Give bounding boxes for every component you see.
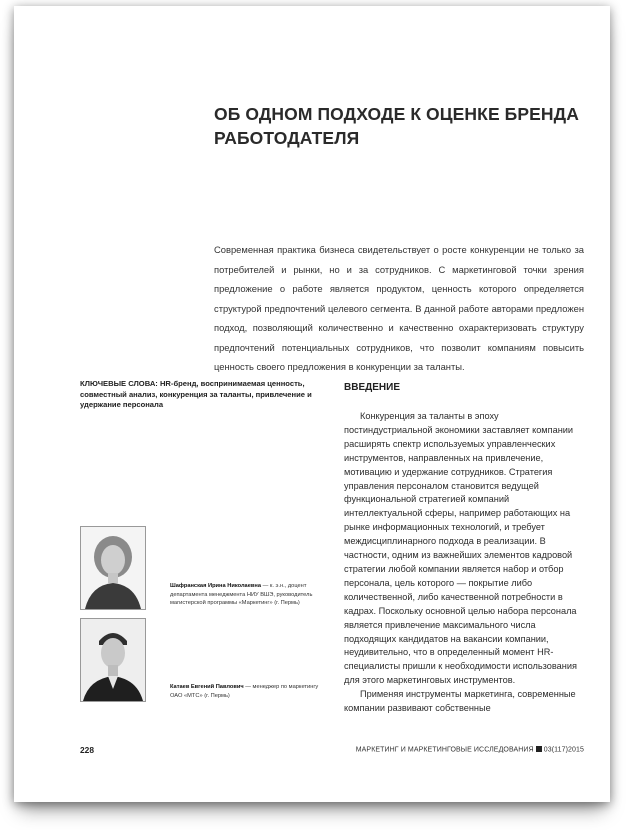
author-1-caption <box>170 582 320 608</box>
keywords: КЛЮЧЕВЫЕ СЛОВА: HR-бренд, воспринимаемая ценность, совместный анализ, конкуренция за таланты, привлечение и удержание персонала <box>80 379 312 409</box>
article-title: ОБ ОДНОМ ПОДХОДЕ К ОЦЕНКЕ БРЕНДА РАБОТОДАТЕЛЯ <box>214 104 579 148</box>
section-title: ВВЕДЕНИЕ <box>344 382 400 393</box>
author-photo-female <box>80 526 146 610</box>
abstract: Современная практика бизнеса свидетельствует о росте конкуренции не только за потребителей и рынки, но и за сотрудников. С маркетинговой точки зрения предложение о работе является продуктом, ценность которого определяется структурой предпочтений целевого сегмента. В данной работе авторами предложен подход, позволяющий количественно и качественно охарактеризовать структуру предпочтений потенциальных сотрудников, что позволит компаниям повысить ценность своего предложения в конкуренции за таланты. <box>214 244 584 372</box>
author-1-info: — к. э.н., доцент департамента менеджмента НИУ ВШЭ, руководитель магистерской программы «Маркетинг» (г. Пермь) <box>170 583 313 606</box>
body-text <box>344 410 588 716</box>
journal-name: МАРКЕТИНГ И МАРКЕТИНГОВЫЕ ИССЛЕДОВАНИЯ <box>355 746 534 754</box>
author-1-name: Шафранская Ирина Николаевна <box>170 583 261 589</box>
square-bullet-icon <box>536 746 542 752</box>
paragraph-1: Конкуренция за таланты в эпоху постиндустриальной экономики заставляет компании расширять спектр используемых управленческих инструментов, направленных на привлечение, мотивацию и удержание сотрудников. Стратегия управления персоналом становится ведущей функциональной стратегией компаний интеллектуальной сферы, например работающих на рынке информационных технологий, и требует междисциплинарного подхода в реализации. В частности, одним из важнейших элементов кадровой стратегии любой компании является набор и отбор персонала, цель которого — покрытие либо количественной, либо качественной потребности в кадрах. Поскольку основной целью набора персонала является привлечение максимального числа подходящих кандидатов на вакансии компании, неудивительно, что в определенный момент HR-специалисты пришли к необходимости использования для этого маркетинговых инструментов. <box>344 411 577 686</box>
author-photo-male <box>80 618 146 702</box>
paragraph-2: Применяя инструменты маркетинга, современные компании развивают собственные <box>344 689 576 714</box>
author-2-caption <box>170 683 320 700</box>
author-2-name: Катаев Евгений Павлович <box>170 684 244 690</box>
author-2-info: — менеджер по маркетингу ОАО «МТС» (г. Пермь) <box>170 684 319 699</box>
page-number: 228 <box>80 745 94 755</box>
journal-footer <box>356 746 584 754</box>
journal-issue: 03(117)2015 <box>543 746 584 754</box>
journal-page <box>14 6 610 802</box>
